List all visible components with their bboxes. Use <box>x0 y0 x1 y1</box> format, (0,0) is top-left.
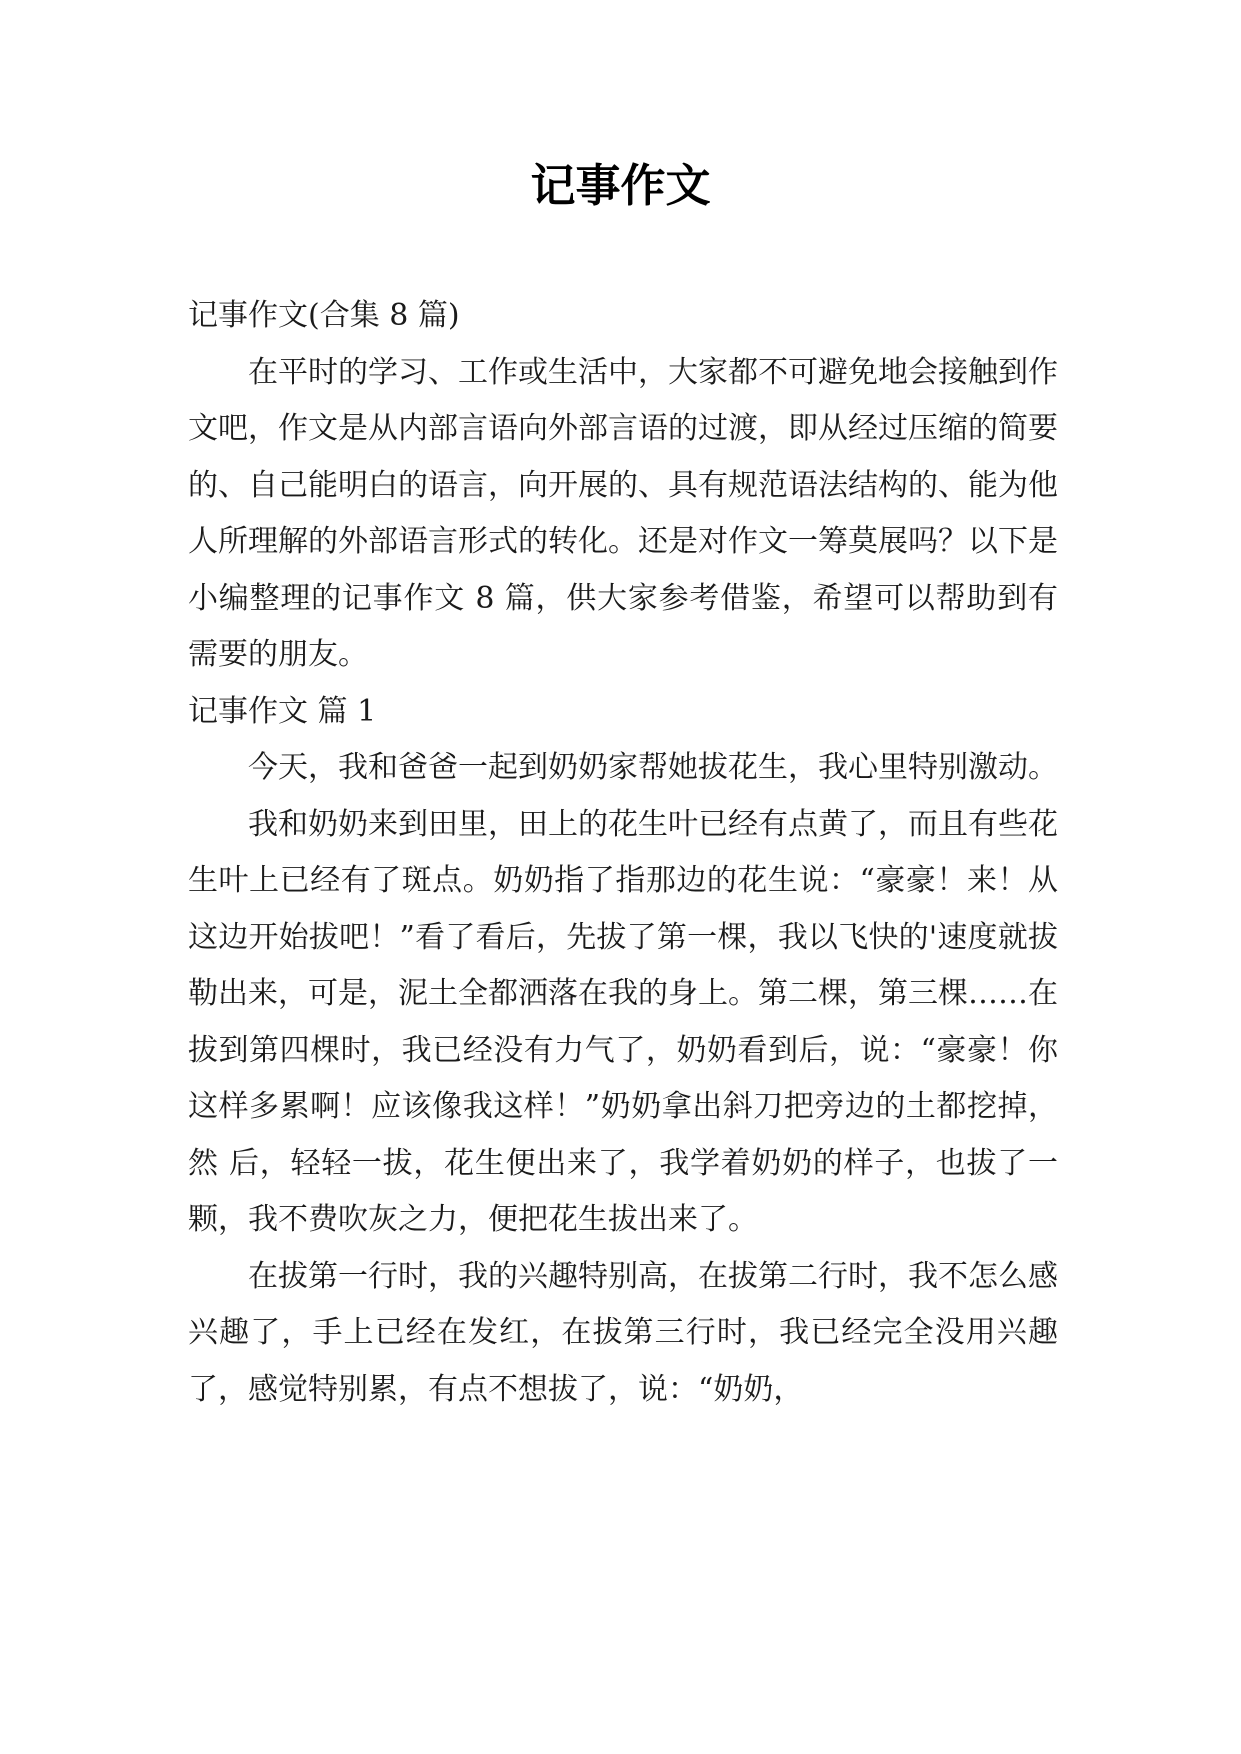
body-paragraph: 今天，我和爸爸一起到奶奶家帮她拔花生，我心里特别激动。 <box>248 750 1058 785</box>
intro-paragraph: 在平时的学习、工作或生活中，大家都不可避免地会接触到作文吧，作文是从内部言语向外部言语的过渡，即从经过压缩的简要的、自己能明白的语言，向开展的、具有规范语法结构的、能为他人所理解的外部语言形式的转化。还是对作文一筹莫展吗？以下是小编整理的记事作文 8 篇，供大家参考借鉴，希望可以帮助到有需要的朋友。 <box>188 354 1058 672</box>
section-heading: 记事作文 篇 1 <box>188 693 377 729</box>
body-paragraph: 我和奶奶来到田里，田上的花生叶已经有点黄了，而且有些花生叶上已经有了斑点。奶奶指了指那边的花生说：“豪豪！来！从这边开始拔吧！”看了看后，先拔了第一棵，我以飞快的'速度就拔 勒出来，可是，泥土全都洒落在我的身上。第二棵，第三棵……在拔到第四棵时，我已经没有力气了，奶奶看到后，说：“豪豪！你这样多累啊！应该像我这样！”奶奶拿出斜刀把旁边的土都挖掉，然 后，轻轻一拔，花生便出来了，我学着奶奶的样子，也拔了一颗，我不费吹灰之力，便把花生拔出来了。 <box>188 806 1058 1237</box>
body-paragraph: 在拔第一行时，我的兴趣特别高，在拔第二行时，我不怎么感兴趣了，手上已经在发红，在拔第三行时，我已经完全没用兴趣了，感觉特别累，有点不想拔了，说：“奶奶， <box>188 1258 1058 1407</box>
document-title: 记事作文 <box>530 159 711 212</box>
document-subtitle: 记事作文(合集 8 篇) <box>188 298 460 333</box>
document-body <box>188 288 1058 1418</box>
